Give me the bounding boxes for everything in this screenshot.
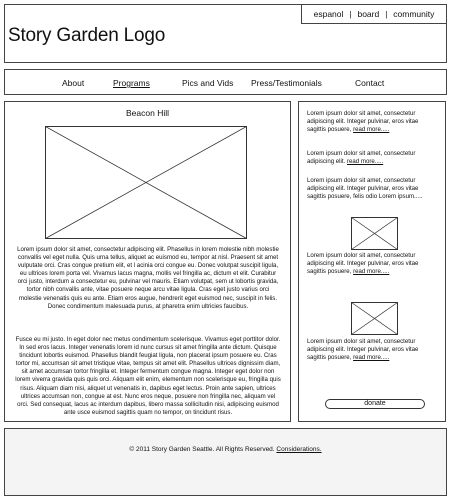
read-more-link[interactable]: read more.....: [346, 158, 384, 166]
nav-item-pics-and-vids[interactable]: Pics and Vids: [182, 78, 234, 88]
page-title: Beacon Hill: [126, 108, 169, 118]
sidebar-teaser-text: Lorem ipsum dolor sit amet, consectetur adipiscing elit. Integer pulvinar, eros vitae sagittis posuere,: [307, 338, 419, 362]
image-placeholder: [351, 302, 398, 335]
nav-item-contact[interactable]: Contact: [355, 78, 385, 88]
sidebar-teaser: [307, 150, 439, 166]
main-nav: [4, 69, 447, 95]
read-more-link[interactable]: read more.....: [353, 268, 390, 276]
site-logo[interactable]: Story Garden Logo: [8, 25, 166, 46]
read-more-link[interactable]: read more.....: [353, 126, 390, 134]
sidebar: [298, 101, 446, 422]
donate-button[interactable]: donate: [325, 399, 425, 409]
sidebar-teaser: [307, 252, 439, 277]
sidebar-teaser-text: Lorem ipsum dolor sit amet, consectetur adipiscing elit. Integer pulvinar, eros vitae sagittis posuere, felis odio Lorem ipsum.....: [307, 177, 423, 201]
copyright-text: © 2011 Story Garden Seattle. All Rights Reserved.: [129, 446, 277, 453]
sidebar-teaser: [307, 110, 439, 135]
sidebar-teaser: [307, 338, 439, 363]
footer: [4, 428, 447, 496]
footer-copyright: [5, 446, 446, 453]
sidebar-teaser-text: Lorem ipsum dolor sit amet, consectetur adipiscing elit.: [307, 150, 416, 166]
image-placeholder: [351, 217, 398, 250]
utility-separator: |: [349, 9, 352, 19]
body-paragraph: Lorem ipsum dolor sit amet, consectetur adipiscing elit. Phasellus in lorem molestie nibh molestie convallis vel eget nulla. Quis urna tellus, aliquet ac euismod eu, tempor at nisl. Praesent sit amet vulputate orci. Cras congue pretium elit, et l acinia orci congue eu. Donec volutpat suscipit ligula, eu ultrices lorem porta vel. Vivamus lacus magna, mollis vel fringilla ac, dictum et elit. Curabitur orci justo, interdum a consectetur eu, pulvinar vel mauris. Etiam volutpat, sem ut lobortis gravida, tortor nibh convallis ante, vitae posuere neque arcu vitae ligula. Cras eget justo varius orci molestie venenatis quis eu ante. Etiam eros augue, hendrerit eget euismod nec, suscipit in felis. Donec condimentum malesuada purus, at pharetra enim ultricies faucibus.: [17, 246, 279, 310]
utility-link-board[interactable]: board: [357, 9, 380, 19]
utility-nav: [301, 4, 447, 24]
main-content: [4, 101, 291, 422]
body-paragraph: Fusce eu mi justo. In eget dolor nec metus condimentum scelerisque. Vivamus eget porttitor dolor. In sed eros lacus. Integer venenatis lorem id nunc cursus sit amet fringilla ante dictum. Quisque tincidunt lobortis euismod. Phasellus blandit feugiat ligula, non placerat ipsum posuere eu. Cras tortor mi, accumsan sit amet tristique vitae, tempus sit amet elit. Phasellus ultrices dignissim diam, sit amet accumsan tortor fringilla et. Integer fermentum congue magna. Integer eget dolor non lorem viverra gravida quis quis orci. Aliquam elit enim, elementum non scelerisque eu, fringilla quis risus. Aliquam diam nisi, aliquet ut venenatis in, dapibus eget lectus. Proin ante sapien, ultrices ultrices accumsan non, congue at est. Nunc eros neque, posuere non fringilla nec, aliquam vel orci. Sed consequat, lacus ac interdum dapibus, libero massa sollicitudin nisi, adipiscing euismod ante usce euismod sagittis quam no tempor, on tincidunt risus.: [15, 336, 281, 416]
utility-link-community[interactable]: community: [393, 9, 435, 19]
header: [4, 4, 447, 63]
nav-item-programs[interactable]: Programs: [113, 78, 150, 88]
nav-item-about[interactable]: About: [62, 78, 85, 88]
nav-item-press-testimonials[interactable]: Press/Testimonials: [251, 78, 322, 88]
read-more-link[interactable]: read more.....: [353, 354, 390, 362]
utility-separator: |: [385, 9, 388, 19]
sidebar-teaser-text: Lorem ipsum dolor sit amet, consectetur adipiscing elit. Integer pulvinar, eros vitae sagittis posuere,: [307, 252, 419, 276]
utility-link-espanol[interactable]: espanol: [313, 9, 344, 19]
considerations-link[interactable]: Considerations.: [276, 446, 322, 453]
sidebar-teaser-text: Lorem ipsum dolor sit amet, consectetur adipiscing elit. Integer pulvinar, eros vitae sagittis posuere,: [307, 110, 419, 134]
sidebar-teaser: [307, 177, 439, 202]
image-placeholder: [45, 126, 247, 239]
